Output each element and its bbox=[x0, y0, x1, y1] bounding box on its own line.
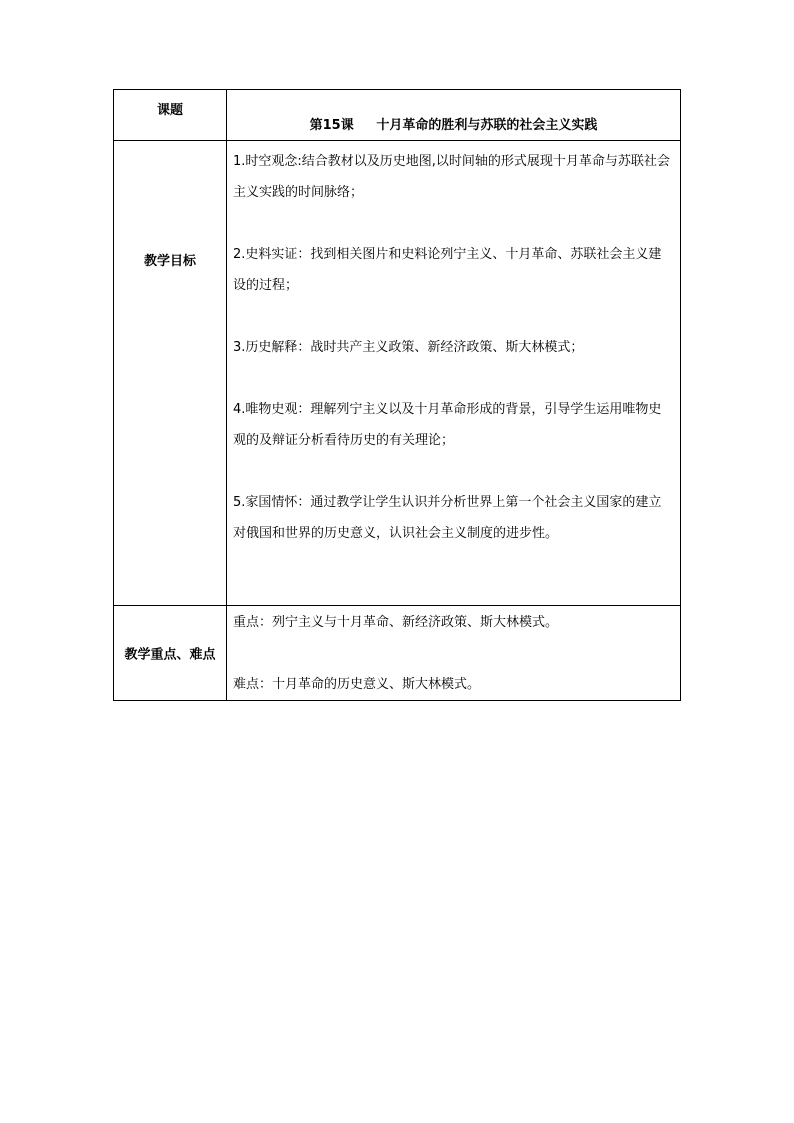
objective-item: 4.唯物史观：理解列宁主义以及十月革命形成的背景，引导学生运用唯物史观的及辩证分析看待历史的有关理论； bbox=[233, 402, 662, 448]
topic-row bbox=[114, 90, 681, 141]
objective-item: 2.史料实证：找到相关图片和史料论列宁主义、十月革命、苏联社会主义建设的过程； bbox=[233, 247, 662, 293]
objectives-label-cell bbox=[114, 141, 227, 606]
objectives-label: 教学目标 bbox=[143, 254, 196, 269]
objective-item: 1.时空观念:结合教材以及历史地图,以时间轴的形式展现十月革命与苏联社会主义实践的时间脉络； bbox=[233, 154, 670, 200]
key-points-label: 教学重点、难点 bbox=[124, 647, 216, 663]
lesson-title: 第15课 十月革命的胜利与苏联的社会主义实践 bbox=[309, 118, 598, 133]
topic-label: 课题 bbox=[156, 103, 183, 118]
objectives-content-cell bbox=[227, 141, 681, 606]
objective-item: 5.家国情怀：通过教学让学生认识并分析世界上第一个社会主义国家的建立对俄国和世界的历史意义，认识社会主义制度的进步性。 bbox=[233, 495, 662, 541]
key-point-text: 重点：列宁主义与十月革命、新经济政策、斯大林模式。 bbox=[233, 615, 559, 630]
key-points-content-cell bbox=[227, 606, 681, 701]
key-points-label-cell bbox=[114, 606, 227, 701]
objective-item: 3.历史解释：战时共产主义政策、新经济政策、斯大林模式； bbox=[233, 340, 584, 355]
objectives-row bbox=[114, 141, 681, 606]
topic-label-cell bbox=[114, 90, 227, 141]
difficult-point-text: 难点：十月革命的历史意义、斯大林模式。 bbox=[233, 677, 481, 692]
lesson-plan-table bbox=[113, 89, 681, 701]
key-points-row bbox=[114, 606, 681, 701]
topic-content-cell bbox=[227, 90, 681, 141]
